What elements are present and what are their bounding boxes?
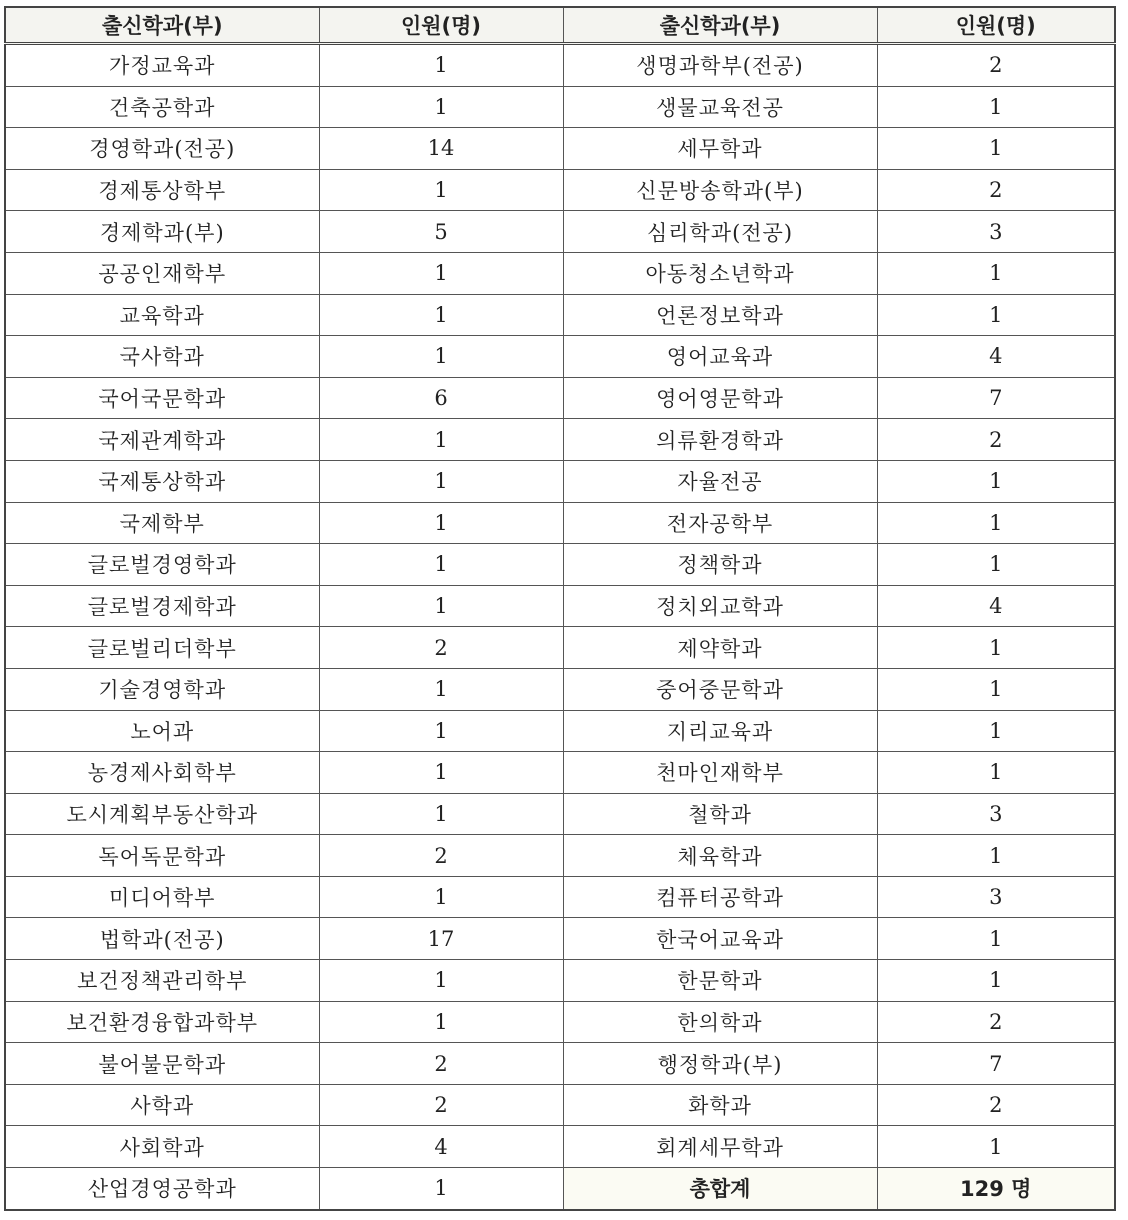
left-count-cell: 1 [319,1001,563,1043]
right-dept-cell: 생물교육전공 [563,86,877,128]
left-dept-cell: 보건정책관리학부 [5,960,319,1002]
left-dept-cell: 글로벌경영학과 [5,544,319,586]
table-row [5,377,1115,419]
right-count-cell: 1 [877,835,1115,877]
left-dept-cell: 미디어학부 [5,876,319,918]
right-count-cell: 1 [877,960,1115,1002]
header-count-left: 인원(명) [319,7,563,44]
table-row [5,252,1115,294]
left-count-cell: 1 [319,502,563,544]
right-count-cell: 4 [877,336,1115,378]
left-count-cell: 1 [319,460,563,502]
left-count-cell: 14 [319,128,563,170]
table-row [5,585,1115,627]
table-row [5,1043,1115,1085]
table-row [5,544,1115,586]
left-count-cell: 1 [319,960,563,1002]
right-dept-cell: 자율전공 [563,460,877,502]
left-dept-cell: 국제통상학과 [5,460,319,502]
right-count-cell: 7 [877,377,1115,419]
right-dept-cell: 지리교육과 [563,710,877,752]
header-dept-left: 출신학과(부) [5,7,319,44]
left-count-cell: 1 [319,86,563,128]
right-count-cell: 1 [877,668,1115,710]
total-row [5,1168,1115,1210]
right-count-cell: 1 [877,294,1115,336]
right-dept-cell: 천마인재학부 [563,752,877,794]
left-count-cell: 1 [319,710,563,752]
total-value: 129 명 [877,1168,1115,1210]
left-dept-cell: 기술경영학과 [5,668,319,710]
right-dept-cell: 체육학과 [563,835,877,877]
right-dept-cell: 정책학과 [563,544,877,586]
left-dept-cell: 사회학과 [5,1126,319,1168]
table-row [5,793,1115,835]
right-dept-cell: 정치외교학과 [563,585,877,627]
table-row [5,502,1115,544]
left-count-cell: 1 [319,169,563,211]
left-dept-cell: 도시계획부동산학과 [5,793,319,835]
right-dept-cell: 생명과학부(전공) [563,44,877,87]
right-dept-cell: 화학과 [563,1084,877,1126]
table-row [5,1001,1115,1043]
right-count-cell: 2 [877,419,1115,461]
right-dept-cell: 중어중문학과 [563,668,877,710]
right-dept-cell: 심리학과(전공) [563,211,877,253]
right-count-cell: 3 [877,793,1115,835]
right-dept-cell: 행정학과(부) [563,1043,877,1085]
table-row [5,1084,1115,1126]
right-count-cell: 1 [877,128,1115,170]
total-label: 총합계 [563,1168,877,1210]
right-count-cell: 1 [877,544,1115,586]
left-dept-cell: 농경제사회학부 [5,752,319,794]
header-dept-right: 출신학과(부) [563,7,877,44]
left-dept-cell: 경제학과(부) [5,211,319,253]
table-row [5,1126,1115,1168]
right-dept-cell: 신문방송학과(부) [563,169,877,211]
right-dept-cell: 언론정보학과 [563,294,877,336]
right-dept-cell: 영어교육과 [563,336,877,378]
right-dept-cell: 영어영문학과 [563,377,877,419]
table-row [5,627,1115,669]
table-row [5,668,1115,710]
left-count-cell: 1 [319,668,563,710]
left-dept-cell: 산업경영공학과 [5,1168,319,1210]
left-dept-cell: 글로벌리더학부 [5,627,319,669]
table-row [5,835,1115,877]
left-dept-cell: 국어국문학과 [5,377,319,419]
right-dept-cell: 아동청소년학과 [563,252,877,294]
table-body [5,44,1115,1210]
table-row [5,86,1115,128]
table-row [5,960,1115,1002]
left-count-cell: 1 [319,544,563,586]
right-dept-cell: 한문학과 [563,960,877,1002]
table-row [5,44,1115,87]
right-count-cell: 1 [877,918,1115,960]
right-count-cell: 1 [877,710,1115,752]
right-count-cell: 1 [877,1126,1115,1168]
table-row [5,752,1115,794]
table-row [5,460,1115,502]
right-count-cell: 1 [877,502,1115,544]
right-count-cell: 1 [877,627,1115,669]
right-count-cell: 1 [877,752,1115,794]
left-count-cell: 2 [319,1043,563,1085]
left-dept-cell: 건축공학과 [5,86,319,128]
left-count-cell: 2 [319,835,563,877]
left-count-cell: 6 [319,377,563,419]
right-count-cell: 3 [877,211,1115,253]
left-count-cell: 2 [319,1084,563,1126]
right-count-cell: 1 [877,460,1115,502]
right-count-cell: 7 [877,1043,1115,1085]
left-dept-cell: 국제관계학과 [5,419,319,461]
right-count-cell: 2 [877,1001,1115,1043]
right-dept-cell: 의류환경학과 [563,419,877,461]
right-dept-cell: 한의학과 [563,1001,877,1043]
left-dept-cell: 독어독문학과 [5,835,319,877]
right-dept-cell: 제약학과 [563,627,877,669]
right-count-cell: 1 [877,86,1115,128]
left-count-cell: 2 [319,627,563,669]
left-count-cell: 1 [319,44,563,87]
left-dept-cell: 공공인재학부 [5,252,319,294]
left-dept-cell: 노어과 [5,710,319,752]
right-dept-cell: 회계세무학과 [563,1126,877,1168]
left-dept-cell: 보건환경융합과학부 [5,1001,319,1043]
left-dept-cell: 경제통상학부 [5,169,319,211]
left-count-cell: 1 [319,1168,563,1210]
right-count-cell: 4 [877,585,1115,627]
left-dept-cell: 국사학과 [5,336,319,378]
table-row [5,918,1115,960]
table-row [5,419,1115,461]
left-count-cell: 17 [319,918,563,960]
left-dept-cell: 법학과(전공) [5,918,319,960]
left-count-cell: 1 [319,793,563,835]
left-count-cell: 1 [319,294,563,336]
left-count-cell: 1 [319,752,563,794]
left-count-cell: 1 [319,585,563,627]
left-count-cell: 1 [319,419,563,461]
left-dept-cell: 불어불문학과 [5,1043,319,1085]
left-dept-cell: 가정교육과 [5,44,319,87]
left-dept-cell: 국제학부 [5,502,319,544]
right-count-cell: 2 [877,169,1115,211]
table-row [5,876,1115,918]
left-count-cell: 1 [319,252,563,294]
table-row [5,710,1115,752]
right-count-cell: 3 [877,876,1115,918]
left-count-cell: 1 [319,336,563,378]
department-headcount-table [4,6,1116,1211]
right-dept-cell: 세무학과 [563,128,877,170]
right-count-cell: 1 [877,252,1115,294]
right-dept-cell: 철학과 [563,793,877,835]
left-dept-cell: 사학과 [5,1084,319,1126]
table-row [5,128,1115,170]
left-dept-cell: 글로벌경제학과 [5,585,319,627]
table-row [5,169,1115,211]
left-dept-cell: 경영학과(전공) [5,128,319,170]
left-count-cell: 1 [319,876,563,918]
left-dept-cell: 교육학과 [5,294,319,336]
right-dept-cell: 컴퓨터공학과 [563,876,877,918]
left-count-cell: 4 [319,1126,563,1168]
left-count-cell: 5 [319,211,563,253]
table-row [5,336,1115,378]
table-row [5,211,1115,253]
table-row [5,294,1115,336]
header-count-right: 인원(명) [877,7,1115,44]
right-dept-cell: 한국어교육과 [563,918,877,960]
right-count-cell: 2 [877,1084,1115,1126]
right-count-cell: 2 [877,44,1115,87]
right-dept-cell: 전자공학부 [563,502,877,544]
header-row [5,7,1115,44]
